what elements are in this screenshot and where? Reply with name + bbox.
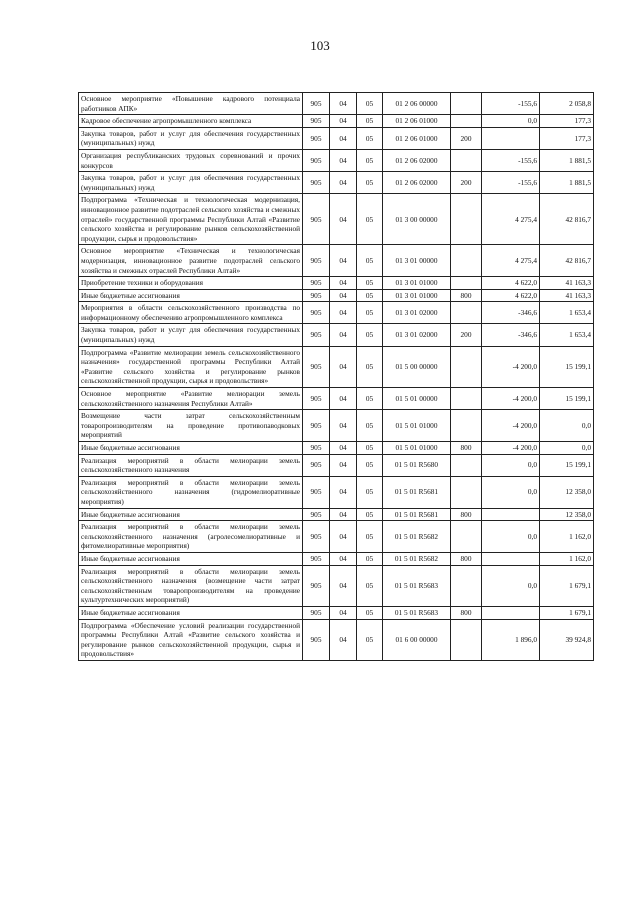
total-amount-cell: 0,0 — [540, 410, 594, 442]
change-amount-cell: -4 200,0 — [482, 388, 540, 410]
change-amount-cell: 0,0 — [482, 476, 540, 508]
ministry-code-cell: 905 — [303, 346, 330, 387]
subsection-code-cell: 05 — [357, 454, 383, 476]
subsection-code-cell: 05 — [357, 619, 383, 660]
subsection-code-cell: 05 — [357, 127, 383, 149]
subsection-code-cell: 05 — [357, 346, 383, 387]
table-row — [79, 277, 594, 290]
total-amount-cell: 1 881,5 — [540, 172, 594, 194]
change-amount-cell: 0,0 — [482, 521, 540, 553]
ministry-code-cell: 905 — [303, 619, 330, 660]
section-code-cell: 04 — [330, 149, 357, 171]
ministry-code-cell: 905 — [303, 565, 330, 606]
target-article-cell: 01 2 06 02000 — [383, 149, 451, 171]
total-amount-cell: 42 816,7 — [540, 194, 594, 245]
expense-type-cell — [451, 454, 482, 476]
expense-name-cell: Организация республиканских трудовых соревнований и прочих конкурсов — [79, 149, 303, 171]
table-row — [79, 476, 594, 508]
table-row — [79, 149, 594, 171]
change-amount-cell: 1 896,0 — [482, 619, 540, 660]
change-amount-cell: 4 622,0 — [482, 289, 540, 302]
section-code-cell: 04 — [330, 565, 357, 606]
target-article-cell: 01 5 01 R5682 — [383, 552, 451, 565]
expense-name-cell: Закупка товаров, работ и услуг для обеспечения государственных (муниципальных) нужд — [79, 127, 303, 149]
total-amount-cell: 0,0 — [540, 442, 594, 455]
section-code-cell: 04 — [330, 127, 357, 149]
expense-name-cell: Иные бюджетные ассигнования — [79, 508, 303, 521]
subsection-code-cell: 05 — [357, 277, 383, 290]
expense-type-cell — [451, 93, 482, 115]
expense-name-cell: Основное мероприятие «Повышение кадрового потенциала работников АПК» — [79, 93, 303, 115]
subsection-code-cell: 05 — [357, 606, 383, 619]
ministry-code-cell: 905 — [303, 93, 330, 115]
total-amount-cell: 42 816,7 — [540, 245, 594, 277]
ministry-code-cell: 905 — [303, 302, 330, 324]
subsection-code-cell: 05 — [357, 388, 383, 410]
change-amount-cell: -155,6 — [482, 149, 540, 171]
section-code-cell: 04 — [330, 289, 357, 302]
expense-name-cell: Подпрограмма «Техническая и технологическая модернизация, инновационное развитие подотраслей сельского хозяйства и смежных отраслей» государственной программы Республики Алтай «Развитие сельского хозяйства и регулирование рынков сельскохозяйственной продукции, сырья и продовольствия» — [79, 194, 303, 245]
expense-type-cell — [451, 476, 482, 508]
total-amount-cell: 41 163,3 — [540, 289, 594, 302]
expense-name-cell: Иные бюджетные ассигнования — [79, 606, 303, 619]
table-row — [79, 508, 594, 521]
table-row — [79, 442, 594, 455]
ministry-code-cell: 905 — [303, 245, 330, 277]
ministry-code-cell: 905 — [303, 127, 330, 149]
ministry-code-cell: 905 — [303, 289, 330, 302]
target-article-cell: 01 3 01 01000 — [383, 289, 451, 302]
expense-type-cell — [451, 565, 482, 606]
section-code-cell: 04 — [330, 619, 357, 660]
change-amount-cell: 4 622,0 — [482, 277, 540, 290]
subsection-code-cell: 05 — [357, 552, 383, 565]
target-article-cell: 01 5 01 00000 — [383, 388, 451, 410]
budget-table — [78, 92, 594, 661]
expense-name-cell: Основное мероприятие «Развитие мелиорации земель сельскохозяйственного назначения Республики Алтай» — [79, 388, 303, 410]
subsection-code-cell: 05 — [357, 302, 383, 324]
total-amount-cell: 15 199,1 — [540, 388, 594, 410]
expense-name-cell: Иные бюджетные ассигнования — [79, 442, 303, 455]
target-article-cell: 01 5 01 R5681 — [383, 508, 451, 521]
ministry-code-cell: 905 — [303, 149, 330, 171]
section-code-cell: 04 — [330, 521, 357, 553]
section-code-cell: 04 — [330, 245, 357, 277]
section-code-cell: 04 — [330, 277, 357, 290]
expense-name-cell: Возмещение части затрат сельскохозяйственным товаропроизводителям на проведение противопаводковых мероприятий — [79, 410, 303, 442]
table-row — [79, 245, 594, 277]
section-code-cell: 04 — [330, 302, 357, 324]
table-row — [79, 172, 594, 194]
target-article-cell: 01 3 01 02000 — [383, 302, 451, 324]
section-code-cell: 04 — [330, 552, 357, 565]
total-amount-cell: 12 358,0 — [540, 508, 594, 521]
expense-type-cell: 800 — [451, 289, 482, 302]
ministry-code-cell: 905 — [303, 606, 330, 619]
table-row — [79, 606, 594, 619]
expense-type-cell — [451, 277, 482, 290]
change-amount-cell: 0,0 — [482, 115, 540, 128]
ministry-code-cell: 905 — [303, 194, 330, 245]
table-row — [79, 93, 594, 115]
total-amount-cell: 1 881,5 — [540, 149, 594, 171]
target-article-cell: 01 2 06 00000 — [383, 93, 451, 115]
change-amount-cell — [482, 606, 540, 619]
total-amount-cell: 39 924,8 — [540, 619, 594, 660]
expense-name-cell: Иные бюджетные ассигнования — [79, 552, 303, 565]
expense-type-cell: 800 — [451, 606, 482, 619]
expense-type-cell — [451, 115, 482, 128]
section-code-cell: 04 — [330, 93, 357, 115]
change-amount-cell — [482, 508, 540, 521]
expense-name-cell: Основное мероприятие «Техническая и технологическая модернизация, инновационное развитие подотраслей сельского хозяйства и смежных отраслей Республики Алтай» — [79, 245, 303, 277]
total-amount-cell: 177,3 — [540, 115, 594, 128]
total-amount-cell: 1 162,0 — [540, 552, 594, 565]
change-amount-cell: 0,0 — [482, 565, 540, 606]
expense-type-cell — [451, 346, 482, 387]
ministry-code-cell: 905 — [303, 552, 330, 565]
expense-name-cell: Мероприятия в области сельскохозяйственного производства по информационному обеспечению агропромышленного комплекса — [79, 302, 303, 324]
ministry-code-cell: 905 — [303, 277, 330, 290]
table-row — [79, 521, 594, 553]
ministry-code-cell: 905 — [303, 442, 330, 455]
subsection-code-cell: 05 — [357, 508, 383, 521]
change-amount-cell: -4 200,0 — [482, 442, 540, 455]
total-amount-cell: 1 653,4 — [540, 324, 594, 346]
total-amount-cell: 15 199,1 — [540, 454, 594, 476]
subsection-code-cell: 05 — [357, 172, 383, 194]
subsection-code-cell: 05 — [357, 115, 383, 128]
table-row — [79, 346, 594, 387]
target-article-cell: 01 5 01 R5683 — [383, 565, 451, 606]
target-article-cell: 01 3 01 01000 — [383, 277, 451, 290]
expense-type-cell — [451, 149, 482, 171]
target-article-cell: 01 5 01 R5683 — [383, 606, 451, 619]
section-code-cell: 04 — [330, 476, 357, 508]
total-amount-cell: 1 653,4 — [540, 302, 594, 324]
change-amount-cell — [482, 552, 540, 565]
ministry-code-cell: 905 — [303, 115, 330, 128]
table-row — [79, 565, 594, 606]
target-article-cell: 01 5 01 R5681 — [383, 476, 451, 508]
expense-name-cell: Реализация мероприятий в области мелиорации земель сельскохозяйственного назначения (агролесомелиоративные и фитомелиоративные мероприятия) — [79, 521, 303, 553]
table-row — [79, 552, 594, 565]
expense-name-cell: Закупка товаров, работ и услуг для обеспечения государственных (муниципальных) нужд — [79, 172, 303, 194]
subsection-code-cell: 05 — [357, 476, 383, 508]
total-amount-cell: 1 679,1 — [540, 606, 594, 619]
expense-type-cell: 800 — [451, 552, 482, 565]
table-row — [79, 127, 594, 149]
expense-name-cell: Подпрограмма «Развитие мелиорации земель сельскохозяйственного назначения» государственной программы Республики Алтай «Развитие сельского хозяйства и регулирование рынков сельскохозяйственной продукции, сырья и продовольствия» — [79, 346, 303, 387]
expense-name-cell: Подпрограмма «Обеспечение условий реализации государственной программы Республики Алтай «Развитие сельского хозяйства и регулирование рынков сельскохозяйственной продукции, сырья и продовольствия» — [79, 619, 303, 660]
section-code-cell: 04 — [330, 346, 357, 387]
expense-type-cell: 200 — [451, 324, 482, 346]
table-row — [79, 324, 594, 346]
change-amount-cell: -155,6 — [482, 93, 540, 115]
expense-type-cell: 200 — [451, 127, 482, 149]
expense-type-cell — [451, 194, 482, 245]
subsection-code-cell: 05 — [357, 245, 383, 277]
ministry-code-cell: 905 — [303, 388, 330, 410]
subsection-code-cell: 05 — [357, 442, 383, 455]
table-row — [79, 289, 594, 302]
change-amount-cell: -155,6 — [482, 172, 540, 194]
expense-type-cell: 200 — [451, 172, 482, 194]
ministry-code-cell: 905 — [303, 410, 330, 442]
table-row — [79, 388, 594, 410]
target-article-cell: 01 5 01 R5680 — [383, 454, 451, 476]
subsection-code-cell: 05 — [357, 324, 383, 346]
ministry-code-cell: 905 — [303, 521, 330, 553]
table-row — [79, 454, 594, 476]
expense-type-cell: 800 — [451, 442, 482, 455]
expense-name-cell: Реализация мероприятий в области мелиорации земель сельскохозяйственного назначения — [79, 454, 303, 476]
target-article-cell: 01 2 06 01000 — [383, 115, 451, 128]
expense-type-cell — [451, 619, 482, 660]
subsection-code-cell: 05 — [357, 410, 383, 442]
target-article-cell: 01 3 00 00000 — [383, 194, 451, 245]
ministry-code-cell: 905 — [303, 508, 330, 521]
target-article-cell: 01 5 01 01000 — [383, 442, 451, 455]
section-code-cell: 04 — [330, 606, 357, 619]
subsection-code-cell: 05 — [357, 194, 383, 245]
expense-name-cell: Реализация мероприятий в области мелиорации земель сельскохозяйственного назначения (возмещение части затрат сельскохозяйственным товаропроизводителям на проведение культуртехнических мероприятий) — [79, 565, 303, 606]
subsection-code-cell: 05 — [357, 289, 383, 302]
section-code-cell: 04 — [330, 442, 357, 455]
section-code-cell: 04 — [330, 324, 357, 346]
ministry-code-cell: 905 — [303, 454, 330, 476]
change-amount-cell: 4 275,4 — [482, 194, 540, 245]
table-row — [79, 410, 594, 442]
expense-type-cell: 800 — [451, 508, 482, 521]
section-code-cell: 04 — [330, 454, 357, 476]
total-amount-cell: 2 058,8 — [540, 93, 594, 115]
total-amount-cell: 1 679,1 — [540, 565, 594, 606]
total-amount-cell: 15 199,1 — [540, 346, 594, 387]
total-amount-cell: 12 358,0 — [540, 476, 594, 508]
change-amount-cell: -4 200,0 — [482, 410, 540, 442]
expense-type-cell — [451, 388, 482, 410]
expense-name-cell: Кадровое обеспечение агропромышленного комплекса — [79, 115, 303, 128]
table-row — [79, 619, 594, 660]
table-row — [79, 194, 594, 245]
expense-name-cell: Закупка товаров, работ и услуг для обеспечения государственных (муниципальных) нужд — [79, 324, 303, 346]
target-article-cell: 01 6 00 00000 — [383, 619, 451, 660]
expense-type-cell — [451, 302, 482, 324]
subsection-code-cell: 05 — [357, 93, 383, 115]
change-amount-cell: 0,0 — [482, 454, 540, 476]
budget-table-body — [79, 93, 594, 661]
section-code-cell: 04 — [330, 388, 357, 410]
change-amount-cell: -346,6 — [482, 302, 540, 324]
target-article-cell: 01 2 06 01000 — [383, 127, 451, 149]
section-code-cell: 04 — [330, 172, 357, 194]
ministry-code-cell: 905 — [303, 324, 330, 346]
section-code-cell: 04 — [330, 115, 357, 128]
target-article-cell: 01 2 06 02000 — [383, 172, 451, 194]
change-amount-cell: -4 200,0 — [482, 346, 540, 387]
subsection-code-cell: 05 — [357, 521, 383, 553]
ministry-code-cell: 905 — [303, 172, 330, 194]
section-code-cell: 04 — [330, 410, 357, 442]
total-amount-cell: 41 163,3 — [540, 277, 594, 290]
page-number: 103 — [310, 38, 330, 53]
table-row — [79, 115, 594, 128]
section-code-cell: 04 — [330, 194, 357, 245]
target-article-cell: 01 5 01 01000 — [383, 410, 451, 442]
target-article-cell: 01 3 01 00000 — [383, 245, 451, 277]
section-code-cell: 04 — [330, 508, 357, 521]
expense-name-cell: Приобретение техники и оборудования — [79, 277, 303, 290]
total-amount-cell: 177,3 — [540, 127, 594, 149]
ministry-code-cell: 905 — [303, 476, 330, 508]
change-amount-cell — [482, 127, 540, 149]
expense-name-cell: Иные бюджетные ассигнования — [79, 289, 303, 302]
total-amount-cell: 1 162,0 — [540, 521, 594, 553]
expense-type-cell — [451, 245, 482, 277]
expense-type-cell — [451, 410, 482, 442]
change-amount-cell: 4 275,4 — [482, 245, 540, 277]
target-article-cell: 01 3 01 02000 — [383, 324, 451, 346]
expense-type-cell — [451, 521, 482, 553]
expense-name-cell: Реализация мероприятий в области мелиорации земель сельскохозяйственного назначения (гидромелиоративные мероприятия) — [79, 476, 303, 508]
target-article-cell: 01 5 00 00000 — [383, 346, 451, 387]
subsection-code-cell: 05 — [357, 149, 383, 171]
target-article-cell: 01 5 01 R5682 — [383, 521, 451, 553]
change-amount-cell: -346,6 — [482, 324, 540, 346]
subsection-code-cell: 05 — [357, 565, 383, 606]
table-row — [79, 302, 594, 324]
